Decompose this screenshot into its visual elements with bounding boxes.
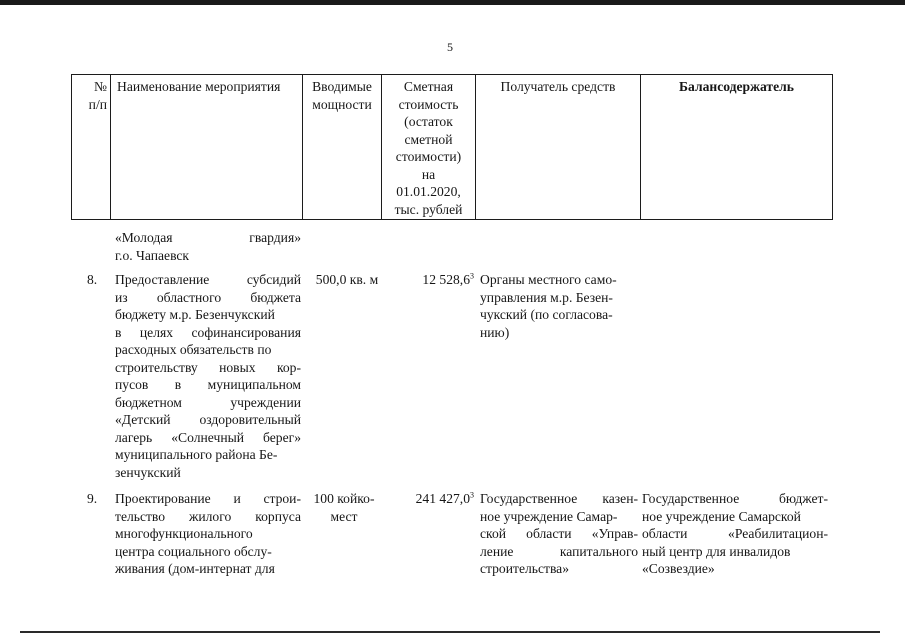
row-9-number: 9.	[87, 491, 98, 506]
word: Проектирование	[115, 491, 211, 506]
text-line	[642, 490, 828, 508]
word: ской	[480, 526, 507, 541]
cost-footnote-mark: 3	[470, 271, 474, 281]
header-text: мощности	[312, 96, 372, 112]
word: бюджета	[250, 289, 301, 305]
word: Органы местного само-	[480, 272, 617, 287]
row-9-name	[115, 490, 301, 578]
word: в	[115, 324, 122, 340]
text-line	[115, 376, 301, 394]
word: «Управ-	[591, 526, 638, 541]
capacity-value: 500,0 кв. м	[315, 272, 379, 287]
row-9-cost	[384, 490, 474, 508]
word: строительства»	[480, 561, 570, 576]
word: ное учреждение Самар-	[480, 508, 618, 524]
word: бюджету м.р. Безенчукский	[115, 307, 275, 322]
word: капитального	[559, 543, 638, 559]
header-text: 01.01.2020,	[396, 184, 461, 199]
text-line	[480, 490, 638, 508]
word: оздоровительный	[199, 412, 301, 427]
word: тельство	[115, 508, 166, 524]
text-line	[115, 359, 301, 377]
header-cell-name	[111, 75, 303, 219]
header-text: на	[421, 166, 436, 182]
header-text: Сметная	[403, 79, 454, 94]
word: в	[174, 377, 182, 392]
word: казен-	[602, 491, 638, 506]
text-line	[115, 394, 301, 412]
word: области	[642, 526, 688, 541]
text-line	[115, 411, 301, 429]
word: Государственное	[642, 491, 740, 506]
text-line	[115, 306, 301, 324]
capacity-value: 100 койко-	[313, 491, 375, 506]
word: расходных обязательств по	[115, 342, 272, 357]
word: ное учреждение Самарской	[642, 508, 801, 524]
word: и	[233, 491, 241, 506]
header-cell-holder	[641, 75, 832, 219]
text-line	[115, 446, 301, 464]
word: «Реабилитацион-	[728, 526, 828, 541]
word: жилого	[188, 508, 232, 524]
word: чукский (по согласова-	[480, 307, 613, 322]
text-line	[115, 464, 301, 482]
header-text: Балансодержатель	[679, 79, 794, 94]
cost-value: 12 528,6	[422, 272, 470, 287]
word: области	[526, 526, 572, 541]
word: субсидий	[246, 272, 301, 287]
header-cell-cost	[382, 75, 476, 219]
word: муниципального района Бе-	[115, 447, 278, 462]
row-9-recipient	[480, 490, 638, 578]
row-9-holder	[642, 490, 828, 578]
text-line	[480, 306, 638, 324]
header-text: тыс. рублей	[394, 201, 463, 217]
text-line	[115, 508, 301, 526]
cost-value: 241 427,0	[415, 491, 470, 506]
word: «Созвездие»	[642, 561, 715, 576]
row-9-capacity	[304, 490, 384, 525]
header-text: сметной	[404, 131, 453, 147]
capacity-value: мест	[330, 508, 358, 524]
text-line	[115, 543, 301, 561]
header-text: стоимости)	[395, 149, 462, 164]
header-text: п/п	[88, 96, 107, 112]
word: «Молодая	[115, 230, 173, 245]
scan-edge-bottom	[20, 631, 880, 633]
header-cell-capacity	[303, 75, 382, 219]
row-8-capacity	[307, 271, 387, 289]
text-line	[480, 560, 638, 578]
word: из	[115, 289, 128, 305]
continuation-name	[115, 229, 301, 264]
header-text: стоимость	[398, 96, 459, 112]
text-line	[115, 247, 301, 265]
text-line	[480, 324, 638, 342]
header-cell-recipient	[476, 75, 641, 219]
text-line	[480, 525, 638, 543]
text-line	[115, 271, 301, 289]
word: бюджетном	[115, 394, 182, 410]
word: областного	[156, 289, 222, 305]
page-number: 5	[447, 40, 453, 54]
word: новых	[219, 359, 256, 375]
word: «Детский	[115, 412, 171, 427]
text-line	[115, 560, 301, 578]
header-text: Наименование мероприятия	[117, 79, 281, 94]
word: берег»	[263, 429, 301, 445]
header-cell-number	[72, 75, 111, 219]
word: пусов	[115, 377, 149, 392]
text-line	[480, 289, 638, 307]
word: бюджет-	[778, 491, 828, 506]
text-line	[480, 271, 638, 289]
word: многофункционального	[115, 526, 253, 541]
cost-footnote-mark: 3	[470, 490, 474, 500]
header-text: №	[94, 79, 107, 94]
table-header	[71, 74, 833, 220]
word: корпуса	[255, 508, 301, 524]
text-line	[642, 543, 828, 561]
word: ление	[480, 543, 514, 559]
row-8-name	[115, 271, 301, 481]
word: Государственное	[480, 491, 578, 506]
word: ный центр для инвалидов	[642, 543, 791, 559]
row-8-recipient	[480, 271, 638, 341]
header-text: Получатель средств	[500, 79, 616, 94]
word: учреждении	[230, 394, 301, 410]
word: живания (дом-интернат для	[115, 561, 275, 576]
text-line	[480, 543, 638, 561]
text-line	[115, 341, 301, 359]
text-line	[115, 229, 301, 247]
word: строительству	[115, 359, 198, 375]
row-8-number: 8.	[87, 272, 98, 287]
word: зенчукский	[115, 464, 181, 480]
text-line	[115, 525, 301, 543]
word: лагерь	[115, 429, 153, 445]
word: г.о. Чапаевск	[115, 247, 190, 263]
text-line	[480, 508, 638, 526]
word: Предоставление	[115, 272, 210, 287]
text-line	[115, 289, 301, 307]
text-line	[115, 324, 301, 342]
word: центра социального обслу-	[115, 543, 272, 559]
text-line	[642, 525, 828, 543]
word: муниципальном	[207, 377, 301, 392]
word: софинансирования	[191, 324, 301, 340]
word: строи-	[263, 491, 301, 506]
text-line	[115, 490, 301, 508]
scan-edge-top	[0, 0, 905, 5]
word: кор-	[276, 359, 301, 375]
text-line	[642, 508, 828, 526]
header-text: Вводимые	[312, 79, 372, 94]
word: целях	[139, 324, 174, 340]
text-line	[642, 560, 828, 578]
header-text: (остаток	[404, 114, 453, 129]
row-8-cost	[384, 271, 474, 289]
word: нию)	[480, 324, 510, 340]
word: гвардия»	[249, 230, 301, 245]
text-line	[115, 429, 301, 447]
word: управления м.р. Безен-	[480, 289, 613, 305]
word: «Солнечный	[171, 429, 245, 445]
